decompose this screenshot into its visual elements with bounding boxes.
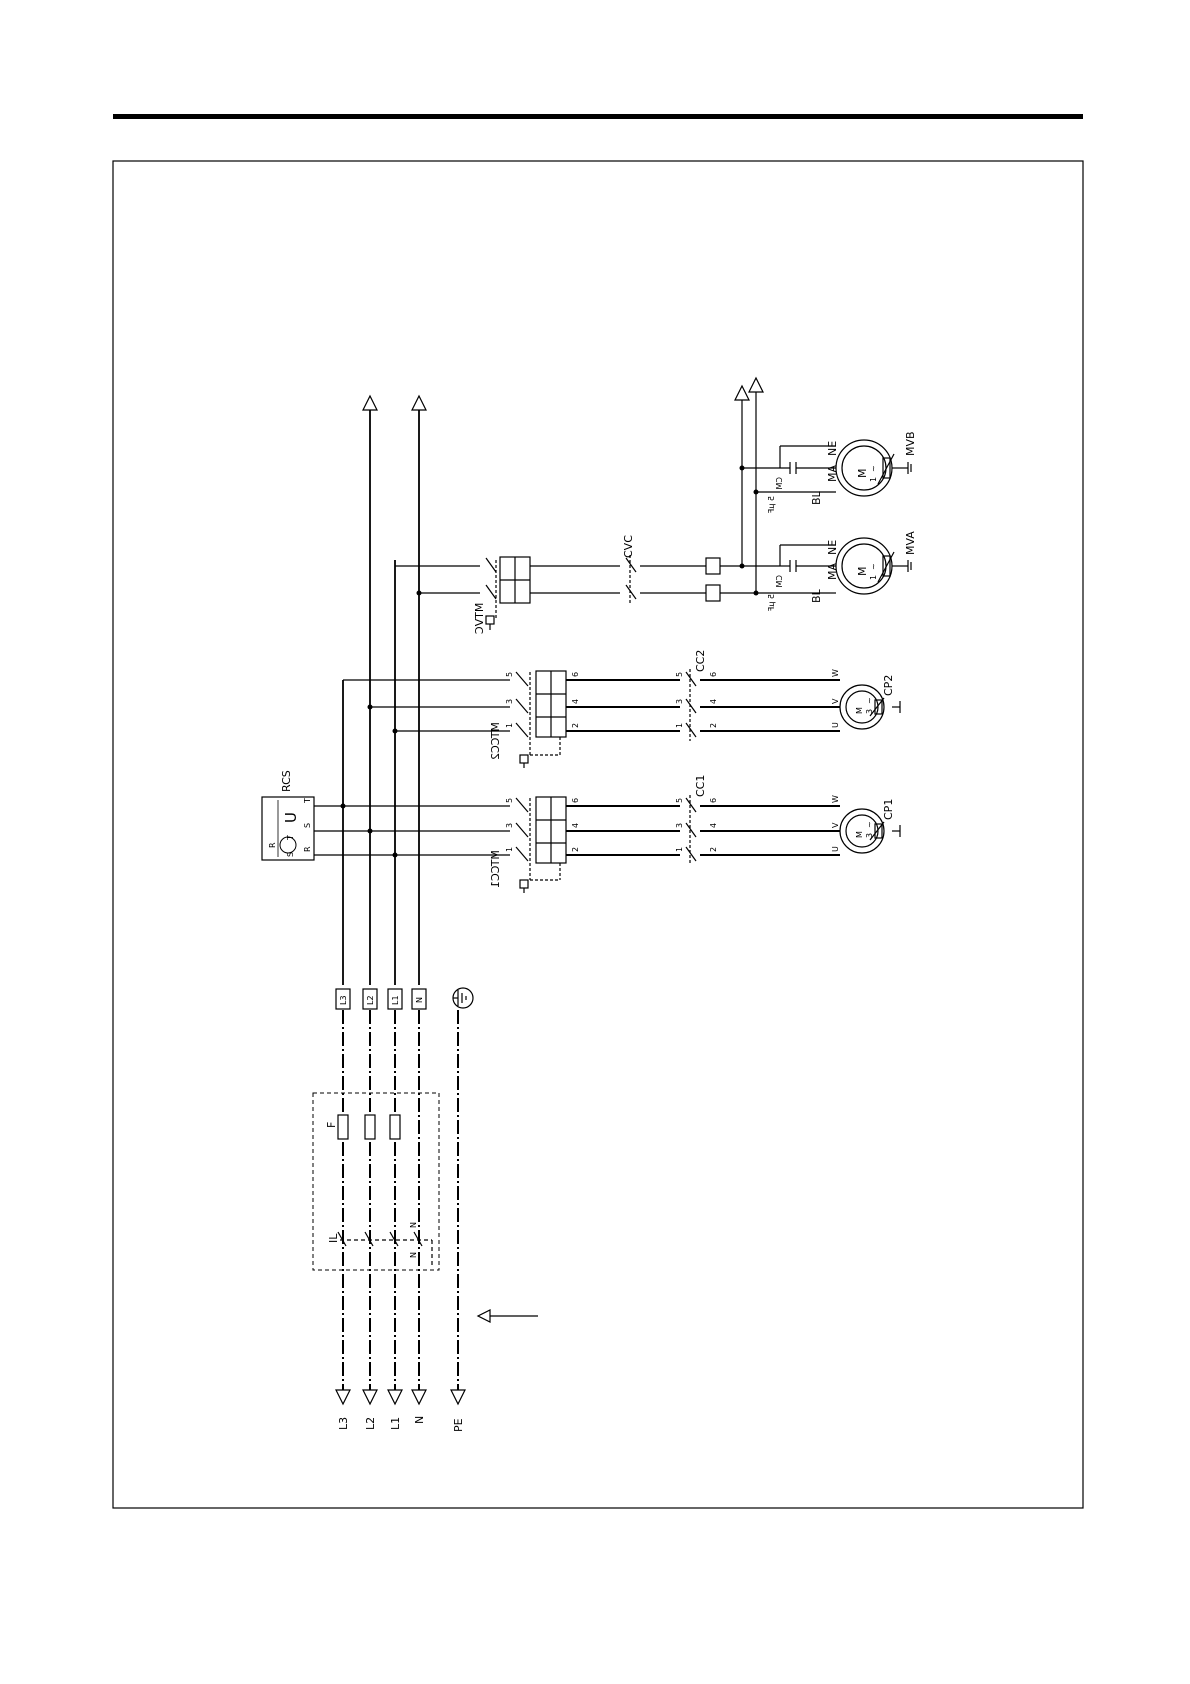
svg-text:5: 5 — [675, 797, 684, 803]
cp1-circuit — [343, 795, 840, 893]
fan-up-arrows — [735, 378, 763, 400]
cp2-motor-tilde: ~ — [865, 697, 874, 704]
mvb-label: MVB — [904, 431, 917, 456]
svg-text:V: V — [831, 822, 840, 828]
svg-text:4: 4 — [709, 822, 718, 828]
svg-text:1: 1 — [675, 722, 684, 728]
svg-text:2: 2 — [709, 846, 718, 852]
isolator-n-label-1: N — [409, 1222, 418, 1228]
cp1-motor-3: 3 — [865, 832, 874, 838]
fuse-label: F — [325, 1121, 338, 1128]
svg-text:W: W — [831, 669, 840, 677]
terminal-l3 — [336, 989, 350, 1009]
svg-text:2: 2 — [709, 722, 718, 728]
mvb-bl: BL — [810, 491, 823, 505]
svg-text:U: U — [282, 812, 300, 823]
svg-text:6: 6 — [571, 797, 580, 803]
earth-symbol — [453, 988, 473, 1008]
svg-text:5: 5 — [505, 671, 514, 677]
bus-arrow-top-1 — [363, 396, 426, 410]
mva-1: 1 — [869, 574, 878, 580]
mvb-ne: NE — [826, 440, 839, 456]
fan-circuit — [395, 392, 830, 630]
svg-text:U: U — [831, 846, 840, 852]
supply-l3: L3 — [337, 1416, 350, 1430]
mtcc1-label: MTCC1 — [489, 850, 502, 888]
svg-text:6: 6 — [709, 671, 718, 677]
svg-text:L2: L2 — [366, 995, 375, 1005]
mva-cm: CM — [775, 575, 784, 588]
svg-text:2: 2 — [571, 846, 580, 852]
svg-text:4: 4 — [709, 698, 718, 704]
mva-bl: BL — [810, 589, 823, 603]
svg-text:3: 3 — [505, 698, 514, 704]
supply-cables — [343, 1010, 458, 1390]
mva-label: MVA — [904, 531, 917, 555]
svg-text:2: 2 — [571, 722, 580, 728]
svg-text:5: 5 — [675, 671, 684, 677]
svg-text:N: N — [415, 997, 424, 1003]
cc2-label: CC2 — [694, 649, 707, 672]
svg-text:3: 3 — [505, 822, 514, 828]
cp2-motor-m: M — [855, 707, 864, 714]
mtcc2-label: MTCC2 — [489, 722, 502, 760]
supply-l1: L1 — [389, 1416, 402, 1430]
diagram-frame — [113, 161, 1083, 1508]
svg-text:S: S — [286, 851, 295, 857]
svg-text:6: 6 — [571, 671, 580, 677]
incoming-arrow — [478, 1310, 538, 1322]
terminal-l2 — [363, 989, 377, 1009]
mvb-m: M — [856, 468, 869, 478]
mva-ma: MA — [826, 562, 839, 580]
mva-tilde: ~ — [869, 563, 878, 570]
svg-text:V: V — [831, 698, 840, 704]
supply-n: N — [413, 1415, 426, 1424]
svg-text:4: 4 — [571, 822, 580, 828]
cc1-label: CC1 — [694, 774, 707, 797]
cp2-label: CP2 — [882, 674, 895, 696]
svg-text:L1: L1 — [391, 995, 400, 1005]
svg-text:3: 3 — [675, 822, 684, 828]
supply-pe: PE — [452, 1418, 465, 1432]
cp1-motor-m: M — [855, 831, 864, 838]
isolator-n-label-2: N — [409, 1252, 418, 1258]
svg-text:U: U — [831, 722, 840, 728]
fuses — [338, 1115, 400, 1139]
isolator-label: IL — [327, 1233, 340, 1243]
terminal-l1 — [388, 989, 402, 1009]
main-buses — [343, 425, 419, 985]
supply-l2: L2 — [364, 1416, 377, 1430]
mva-motor — [780, 538, 911, 594]
supply-labels — [337, 1416, 465, 1432]
mvb-ma: MA — [826, 464, 839, 482]
cvc-label: CVC — [622, 535, 635, 558]
svg-text:1: 1 — [505, 846, 514, 852]
svg-text:L3: L3 — [339, 995, 348, 1005]
supply-arrows — [336, 1390, 465, 1404]
svg-text:1: 1 — [505, 722, 514, 728]
rcs-out-t: T — [303, 798, 312, 803]
mva-m: M — [856, 566, 869, 576]
mvb-tilde: ~ — [869, 465, 878, 472]
svg-text:R: R — [268, 842, 277, 848]
mvb-cap: 5 µF — [767, 496, 776, 514]
terminal-n — [412, 989, 426, 1009]
isolator-switch — [338, 1232, 432, 1268]
svg-text:5: 5 — [505, 797, 514, 803]
cp2-motor-3: 3 — [865, 708, 874, 714]
svg-text:6: 6 — [709, 797, 718, 803]
mva-ne: NE — [826, 539, 839, 555]
mtvc-label: MTVC — [473, 602, 486, 634]
rcs-out-s: S — [303, 822, 312, 828]
svg-text:T: T — [286, 835, 295, 840]
mvb-cm: CM — [775, 477, 784, 490]
terminal-blocks — [336, 989, 426, 1009]
svg-text:RCS: RCS — [280, 770, 293, 792]
cp1-motor-tilde: ~ — [865, 821, 874, 828]
rcs-out-r: R — [303, 846, 312, 852]
svg-text:3: 3 — [675, 698, 684, 704]
cp2-circuit — [343, 669, 840, 768]
svg-text:1: 1 — [675, 846, 684, 852]
cp1-label: CP1 — [882, 798, 895, 820]
svg-text:4: 4 — [571, 698, 580, 704]
mva-cap: 5 µF — [767, 594, 776, 612]
svg-text:W: W — [831, 795, 840, 803]
mvb-1: 1 — [869, 476, 878, 482]
